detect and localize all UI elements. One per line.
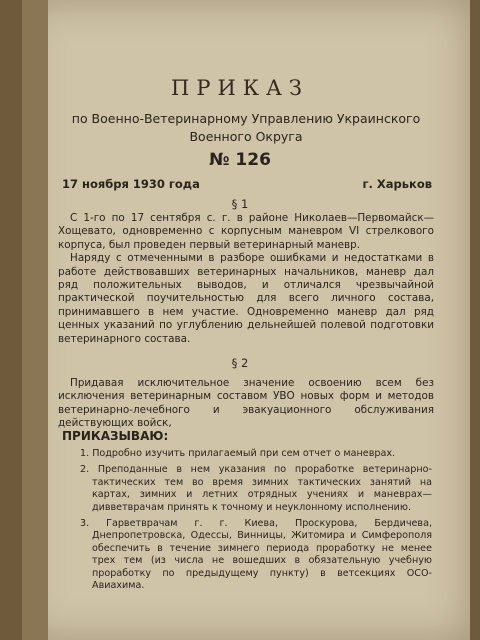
orders-list: [80, 448, 432, 596]
order-number: № 126: [209, 150, 271, 170]
section-1-paragraph-2: Наряду с отмеченными в разборе ошибками и недостатками в работе действовавших ветеринарных начальников, маневр дал ряд положительных выводов, и отличался чрезвычайной практической поучительностью для всего личного состава, принимавшего в нем участие. Одновременно маневр дал ряд ценных указаний по углублению дельнейшей полевой подготовки ветеринарного состава.: [58, 252, 434, 345]
section-2-body: [58, 377, 434, 431]
order-place: г. Харьков: [362, 177, 432, 191]
section-1-body: [58, 212, 434, 346]
order-item: 3. Гарветврачам г. г. Киева, Проскурова, Бердичева, Днепропетровска, Одессы, Винницы, Житомира и Симферополя обеспечить в течение зимнего периода проработку не менее трех тем (из числа не вошедших в обязательную учебную проработку по предыдущему пункту) в ветсекциях ОСО-Авиахима.: [80, 518, 432, 592]
order-item: 2. Преподанные в нем указания по проработке ветеринарно-тактических тем во время зимних тактических занятий на картах, зимних и летних отрядных учениях и маневрах—дивветврачам принять к точному и неуклонному исполнению.: [80, 464, 432, 513]
document-title: ПРИКАЗ: [171, 76, 309, 100]
order-heading: ПРИКАЗЫВАЮ:: [62, 429, 169, 443]
order-item: 1. Подробно изучить прилагаемый при сем отчет о маневрах.: [80, 448, 396, 459]
section-1-paragraph-1: С 1-го по 17 сентября с. г. в районе Николаев—Первомайск—Хощевато, одновременно с корпусным маневром VI стрелкового корпуса, был проведен первый ветеринарный маневр.: [58, 212, 434, 251]
document-subtitle: по Военно-Ветеринарному Управлению Украинского Военного Округа: [71, 111, 421, 144]
dateline: [62, 177, 432, 191]
section-1-heading: § 1: [231, 197, 249, 211]
order-date: 17 ноября 1930 года: [62, 177, 200, 191]
section-2-heading: § 2: [231, 356, 249, 370]
section-2-paragraph: Придавая исключительное значение освоению всем без исключения ветеринарным составом УВО новых форм и методов ветеринарно-лечебного и эвакуационного обслуживания действующих войск,: [58, 377, 434, 430]
